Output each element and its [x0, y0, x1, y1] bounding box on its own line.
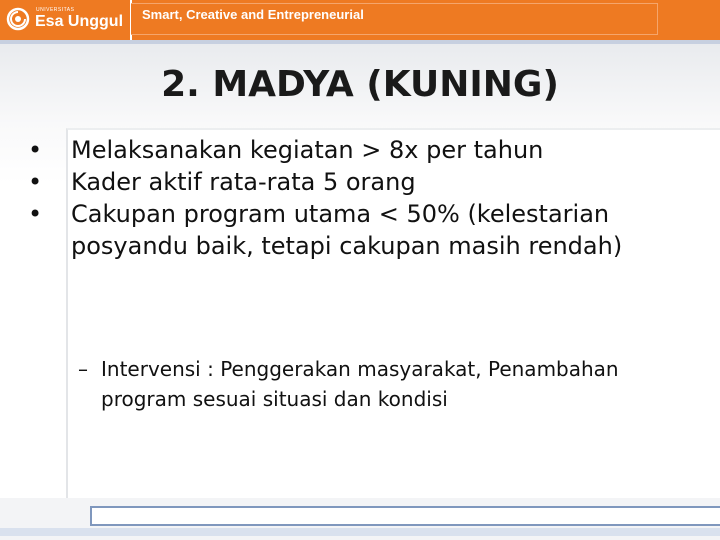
logo-caption: UNIVERSITAS [36, 7, 75, 13]
bullet-item [28, 166, 678, 198]
bullet-dot: • [28, 136, 43, 164]
logo-emblem-icon [6, 7, 30, 31]
header-tagline: Smart, Creative and Entrepreneurial [142, 7, 364, 22]
bullet-text: Kader aktif rata-rata 5 orang [71, 168, 416, 196]
sub-bullet [78, 354, 698, 414]
bullet-text: Melaksanakan kegiatan > 8x per tahun [71, 136, 544, 164]
logo-wordmark: Esa Unggul [35, 13, 124, 30]
footer-bar [90, 506, 720, 526]
bullet-dot: • [28, 200, 43, 228]
university-logo [6, 4, 123, 34]
sub-bullet-text: Intervensi : Penggerakan masyarakat, Penambahan program sesuai situasi dan kondisi [101, 357, 619, 411]
header-underline [0, 40, 720, 44]
bullet-dot: • [28, 168, 43, 196]
bullet-list [28, 134, 678, 262]
slide-title: 2. MADYA (KUNING) [161, 64, 559, 105]
footer-line [0, 528, 720, 536]
bullet-item [28, 198, 678, 262]
sub-bullet-dash: – [78, 357, 88, 381]
bullet-item [28, 134, 678, 166]
bullet-text: Cakupan program utama < 50% (kelestarian posyandu baik, tetapi cakupan masih rendah) [71, 200, 623, 260]
